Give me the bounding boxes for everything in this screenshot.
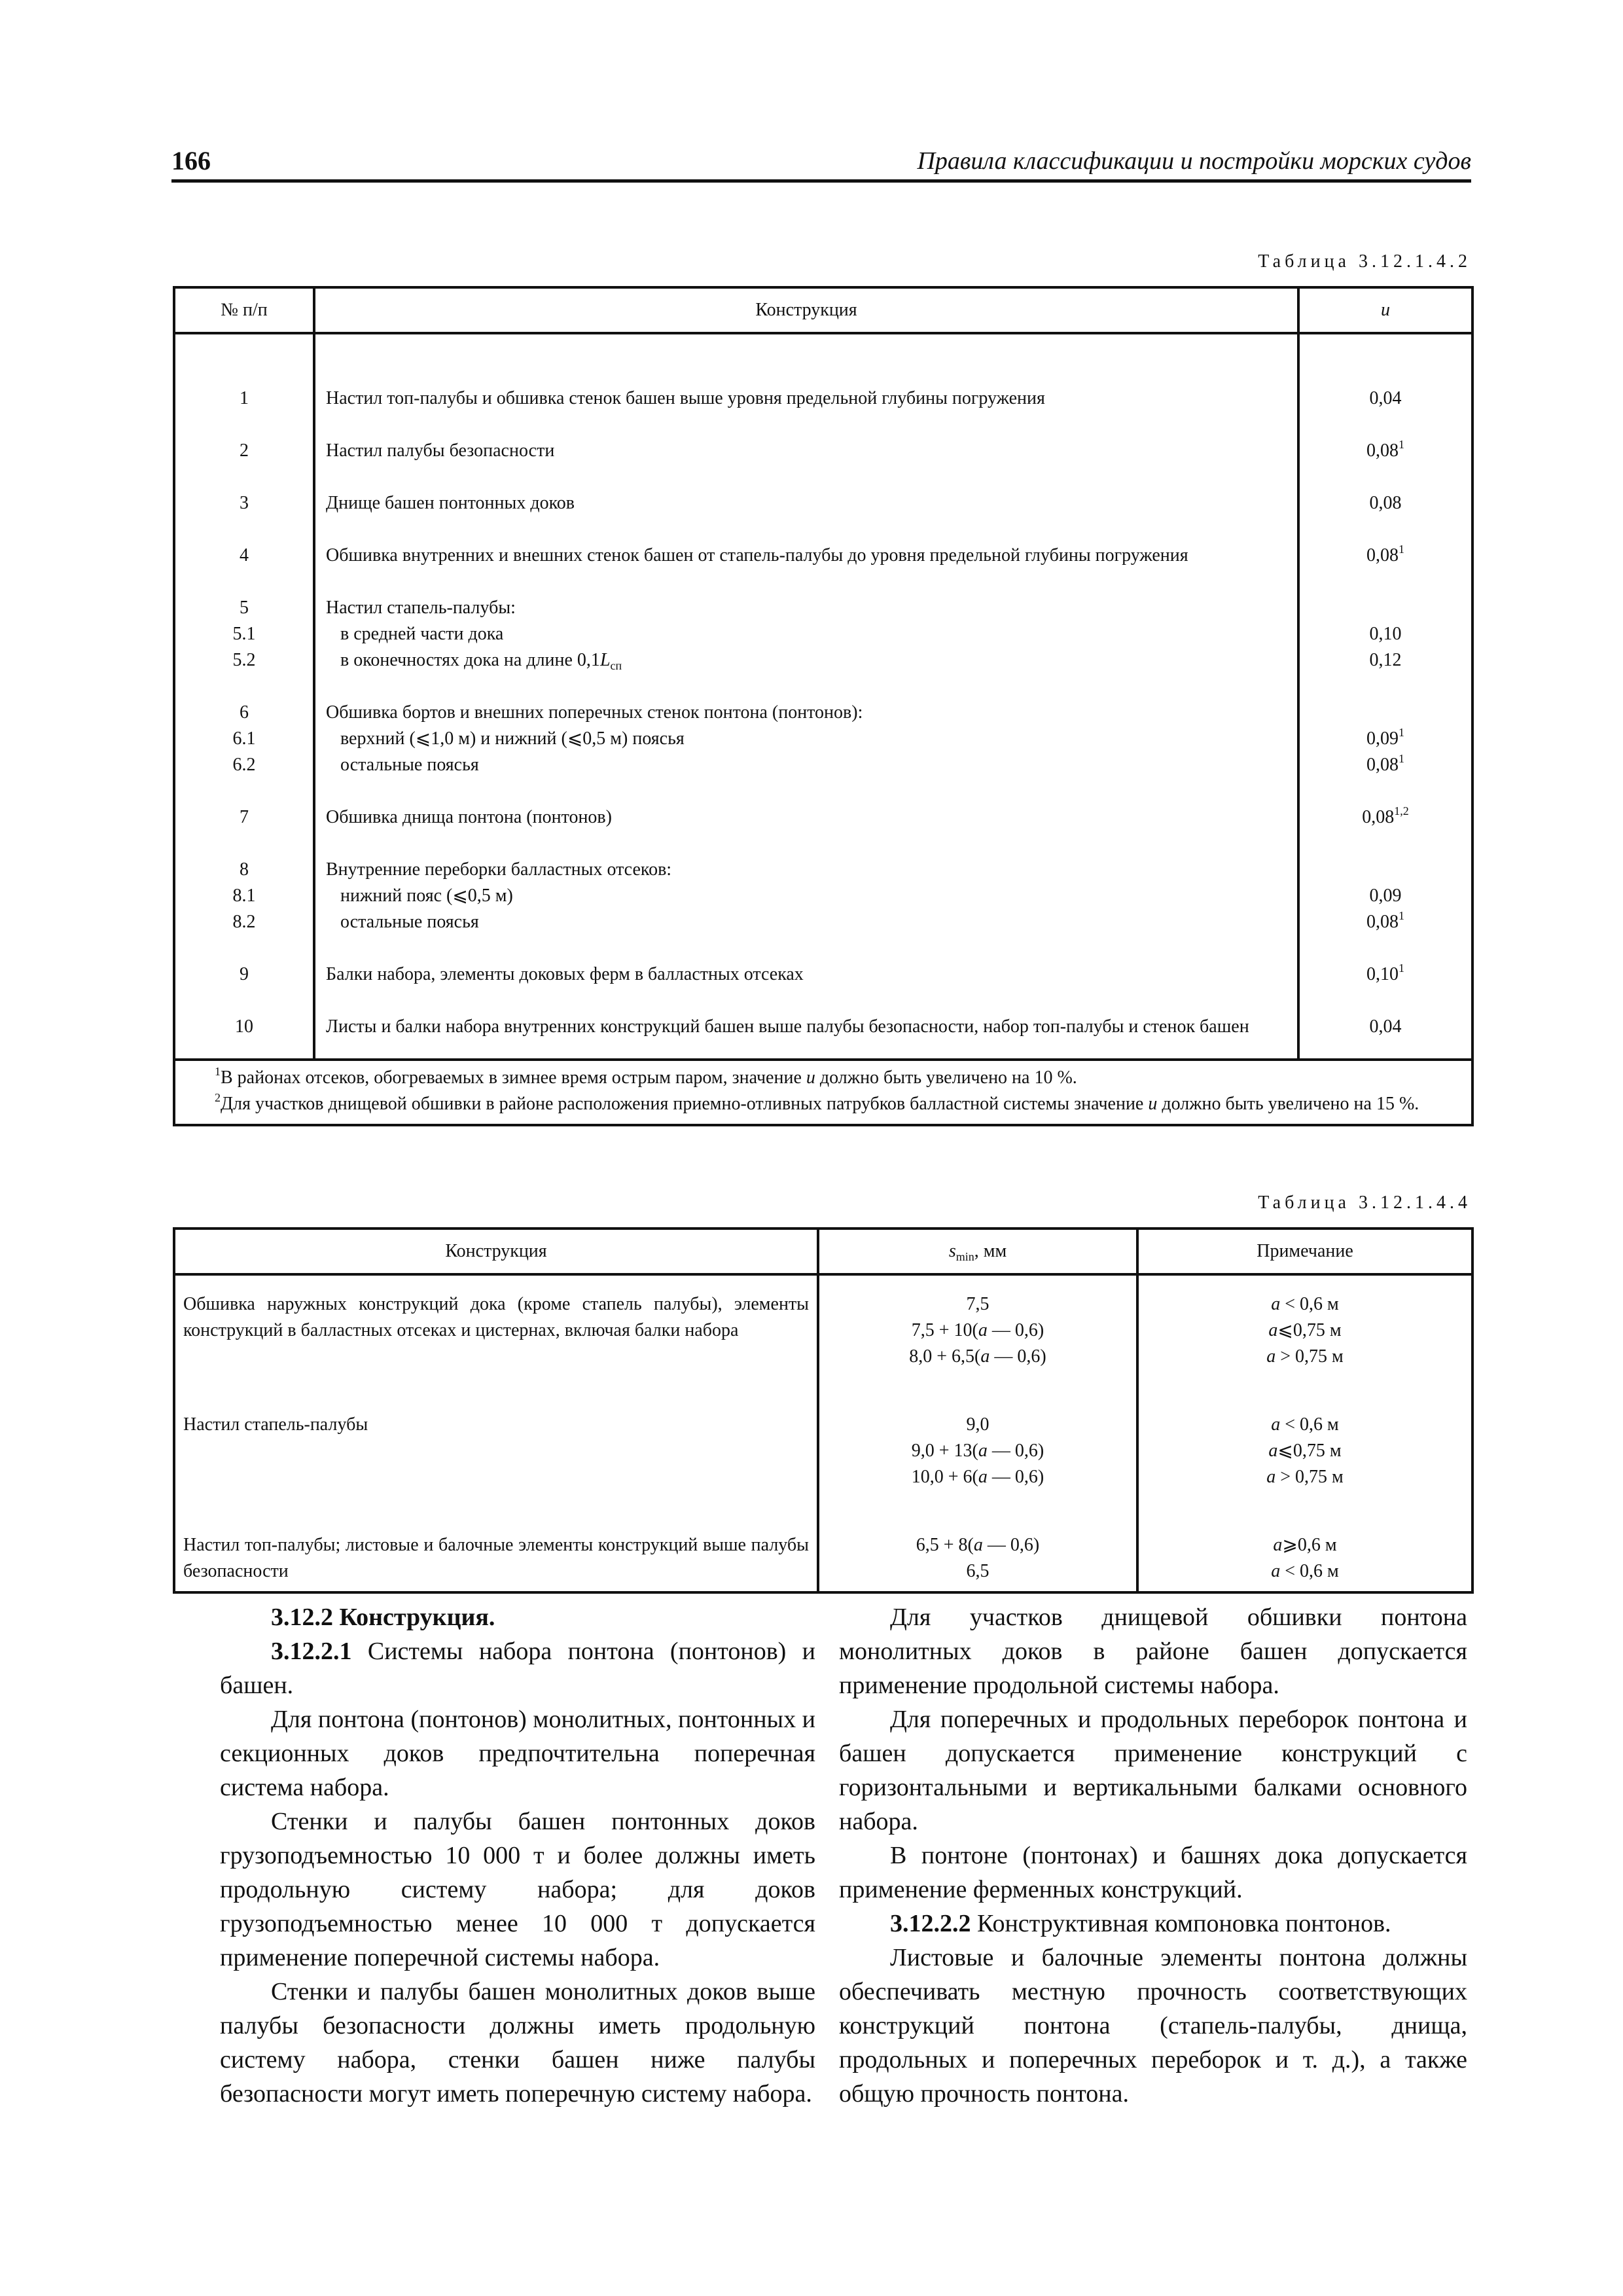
table1-footnote-1: $^1$В районах отсеков, обогреваемых в зимнее время острым паром, значение u должно быть увеличено на 10 %.: [215, 1065, 1077, 1088]
table1-cell-number: 5 5.1 5.2: [174, 595, 314, 700]
table1-row: [174, 490, 1472, 543]
table1-cell-number: 4: [174, 543, 314, 595]
body-left-column: [220, 1600, 815, 2111]
table1-cell-construction: Настил топ-палубы и обшивка стенок башен выше уровня предельной глубины погружения: [314, 333, 1298, 438]
table1-row: [174, 700, 1472, 804]
table1-row: [174, 857, 1472, 961]
body-paragraph: В понтоне (понтонах) и башнях дока допускается применение ферменных конструкций.: [839, 1842, 1467, 1903]
body-paragraph: Для поперечных и продольных переборок понтона и башен допускается применение конструкций с горизонтальными и вертикальными балками основного набора.: [839, 1706, 1467, 1835]
table1-cell-u: 0,09 0,08$^1$: [1298, 857, 1472, 961]
table2-row: [174, 1274, 1472, 1396]
table1-cell-number: 3: [174, 490, 314, 543]
body-right-column: [839, 1600, 1467, 2111]
table2-cell-note: a < 0,6 м a⩽0,75 м a > 0,75 м: [1137, 1274, 1472, 1396]
table1-cell-construction: Листы и балки набора внутренних конструкций башен выше палубы безопасности, набор топ-палубы и стенок башен: [314, 1014, 1298, 1060]
body-paragraph: 3.12.2.2 Конструктивная компоновка понтонов.: [890, 1910, 1391, 1937]
table1-cell-u: 0,10 0,12: [1298, 595, 1472, 700]
table1-cell-u: 0,08$^1$: [1298, 543, 1472, 595]
table1-row: [174, 595, 1472, 700]
table2-cell-construction: Настил топ-палубы; листовые и балочные элементы конструкций выше палубы безопасности: [174, 1516, 818, 1592]
table2-cell-smin: 9,0 9,0 + 13(a — 0,6) 10,0 + 6(a — 0,6): [818, 1396, 1137, 1516]
table2-cell-construction: Обшивка наружных конструкций дока (кроме стапель палубы), элементы конструкций в балластных отсеках и цистернах, включая балки набора: [174, 1274, 818, 1396]
table1-cell-number: 8 8.1 8.2: [174, 857, 314, 961]
body-paragraph: Стенки и палубы башен монолитных доков выше палубы безопасности должны иметь продольную систему набора, стенки башен ниже палубы безопасности могут иметь поперечную систему набора.: [220, 1978, 815, 2108]
body-paragraph: Для участков днищевой обшивки понтона монолитных доков в районе башен допускается применение продольной системы набора.: [839, 1604, 1467, 1699]
table1-cell-u: 0,08$^1$: [1298, 438, 1472, 490]
table1-header-u: u: [1298, 287, 1472, 333]
table1-row: [174, 961, 1472, 1014]
table1-cell-construction: Обшивка днища понтона (понтонов): [314, 804, 1298, 857]
table1-cell-u: 0,09$^1$ 0,08$^1$: [1298, 700, 1472, 804]
body-paragraph: 3.12.2 Конструкция.: [271, 1604, 495, 1631]
table2-cell-smin: 6,5 + 8(a — 0,6) 6,5: [818, 1516, 1137, 1592]
table1-cell-u: 0,10$^1$: [1298, 961, 1472, 1014]
page-header: [171, 145, 1471, 183]
table1-row: [174, 1014, 1472, 1060]
table2-caption: Таблица 3.12.1.4.4: [1258, 1193, 1471, 1213]
table1-cell-u: 0,08$^{1,2}$: [1298, 804, 1472, 857]
table1-header-number: № п/п: [174, 287, 314, 333]
table1-row: [174, 543, 1472, 595]
body-paragraph: Для понтона (понтонов) монолитных, понтонных и секционных доков предпочтительна поперечная система набора.: [220, 1706, 815, 1801]
table1-cell-construction: Внутренние переборки балластных отсеков: нижний пояс (⩽0,5 м) остальные поясья: [314, 857, 1298, 961]
table1-cell-number: 10: [174, 1014, 314, 1060]
table2-row: [174, 1396, 1472, 1516]
table1-row: [174, 438, 1472, 490]
table1-cell-construction: Обшивка бортов и внешних поперечных стенок понтона (понтонов): верхний (⩽1,0 м) и нижний (⩽0,5 м) поясья остальные поясья: [314, 700, 1298, 804]
table2-header-smin: $s_{min}$, мм: [818, 1229, 1137, 1274]
table1-cell-u: 0,04: [1298, 333, 1472, 438]
table1-cell-u: 0,04: [1298, 1014, 1472, 1060]
table1: [173, 286, 1474, 1126]
page-number: 166: [171, 146, 211, 175]
table1-cell-number: 9: [174, 961, 314, 1014]
table2-header-construction: Конструкция: [174, 1229, 818, 1274]
table1-caption: Таблица 3.12.1.4.2: [1258, 251, 1471, 272]
table1-cell-number: 1: [174, 333, 314, 438]
table1-cell-construction: Днище башен понтонных доков: [314, 490, 1298, 543]
table1-cell-number: 2: [174, 438, 314, 490]
table1-cell-construction: Балки набора, элементы доковых ферм в балластных отсеках: [314, 961, 1298, 1014]
body-paragraph: Листовые и балочные элементы понтона должны обеспечивать местную прочность соответствующих конструкций понтона (стапель-палубы, днища, продольных и поперечных переборок и т. д.), а также общую прочность понтона.: [839, 1944, 1467, 2108]
table2-cell-construction: Настил стапель-палубы: [174, 1396, 818, 1516]
table1-cell-construction: Обшивка внутренних и внешних стенок башен от стапель-палубы до уровня предельной глубины погружения: [314, 543, 1298, 595]
table2-cell-note: a⩾0,6 м a < 0,6 м: [1137, 1516, 1472, 1592]
table2: [173, 1227, 1474, 1594]
table1-cell-construction: Настил палубы безопасности: [314, 438, 1298, 490]
table1-footnotes: [174, 1060, 1472, 1125]
running-title: Правила классификации и постройки морских судов: [917, 147, 1471, 175]
table2-cell-smin: 7,5 7,5 + 10(a — 0,6) 8,0 + 6,5(a — 0,6): [818, 1274, 1137, 1396]
table2-cell-note: a < 0,6 м a⩽0,75 м a > 0,75 м: [1137, 1396, 1472, 1516]
table1-cell-u: 0,08: [1298, 490, 1472, 543]
table2-header-note: Примечание: [1137, 1229, 1472, 1274]
table1-row: [174, 333, 1472, 438]
table1-cell-number: 7: [174, 804, 314, 857]
body-paragraph: Стенки и палубы башен понтонных доков грузоподъемностью 10 000 т и более должны иметь продольную систему набора; для доков грузоподъемностью менее 10 000 т допускается применение поперечной системы набора.: [220, 1808, 815, 1971]
body-paragraph: 3.12.2.1 Системы набора понтона (понтонов) и башен.: [220, 1638, 815, 1699]
table1-header-construction: Конструкция: [314, 287, 1298, 333]
table1-cell-construction: Настил стапель-палубы: в средней части дока в оконечностях дока на длине $0,1L_{сп}$: [314, 595, 1298, 700]
table1-footnote-2: $^2$Для участков днищевой обшивки в районе расположения приемно-отливных патрубков балластной системы значение u должно быть увеличено на 15 %.: [215, 1091, 1419, 1114]
table1-cell-number: 6 6.1 6.2: [174, 700, 314, 804]
table2-row: [174, 1516, 1472, 1592]
table1-row: [174, 804, 1472, 857]
